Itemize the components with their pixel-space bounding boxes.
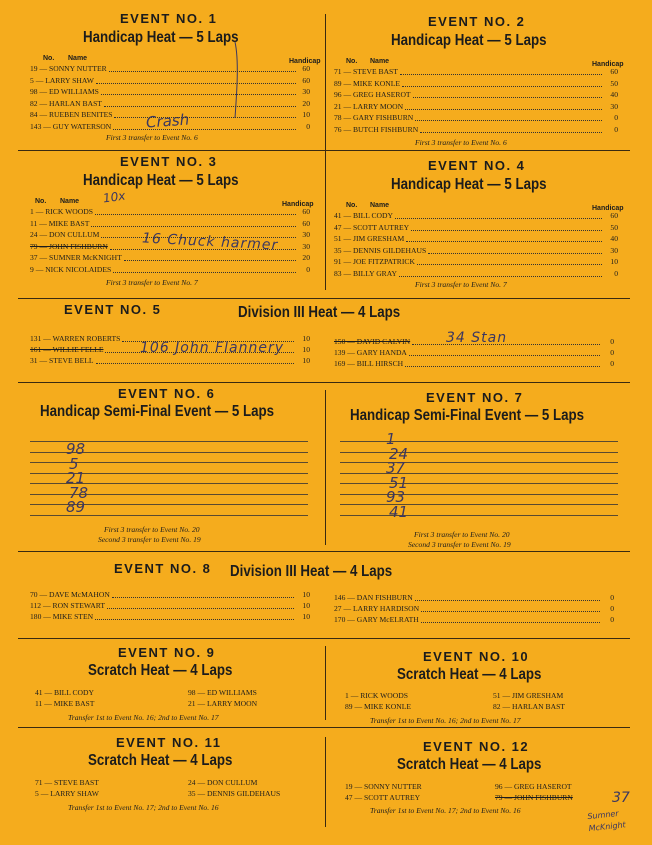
- entry-handicap: 0: [610, 359, 614, 368]
- dot-leader: [112, 590, 294, 598]
- blank-entry-line: [340, 494, 618, 495]
- dot-leader: [101, 230, 296, 238]
- transfer-note: First 3 transfer to Event No. 6: [415, 138, 507, 147]
- entry-handicap: 50: [610, 222, 618, 232]
- entry-handicap: 60: [610, 67, 618, 76]
- dot-leader: [405, 102, 602, 110]
- dot-leader: [409, 348, 600, 356]
- handwritten-position: 51: [389, 473, 409, 492]
- entry-handicap: 60: [302, 75, 310, 85]
- entry-handicap: 0: [610, 615, 614, 624]
- col-name: Name: [370, 58, 390, 65]
- transfer-note: First 3 transfer to Event No. 6: [106, 133, 198, 142]
- entry-name: 11 — MIKE BAST: [30, 218, 90, 228]
- blank-entry-line: [340, 462, 618, 463]
- dot-leader: [411, 223, 602, 231]
- entry-row: 19 — SONNY NUTTER: [345, 782, 422, 791]
- heat-title: Division III Heat — 4 Laps: [230, 563, 393, 580]
- event-title: EVENT NO. 6: [118, 386, 216, 401]
- blank-entry-line: [340, 441, 618, 442]
- entry-row: [30, 265, 310, 275]
- dot-leader: [415, 113, 602, 121]
- divider: [18, 551, 630, 552]
- entry-handicap: 0: [610, 604, 614, 613]
- blank-entry-line: [340, 483, 618, 484]
- dot-leader: [109, 64, 296, 72]
- event-title: EVENT NO. 11: [116, 735, 222, 750]
- entry-handicap: 10: [302, 345, 310, 354]
- entry-handicap: 10: [302, 110, 310, 119]
- entry-row: [334, 79, 618, 89]
- col-name: Name: [68, 55, 88, 62]
- entry-name: 27 — LARRY HARDISON: [334, 604, 420, 613]
- entry-row: [30, 356, 310, 366]
- entry-handicap: 60: [302, 64, 310, 73]
- dot-leader: [91, 219, 296, 227]
- blank-entry-line: [340, 504, 618, 505]
- dot-leader: [415, 593, 600, 601]
- handwritten-position: 98: [66, 440, 86, 458]
- heat-title: Division III Heat — 4 Laps: [238, 304, 401, 321]
- heat-title: Scratch Heat — 4 Laps: [88, 752, 233, 769]
- dot-leader: [417, 257, 602, 265]
- col-no: No.: [346, 202, 358, 209]
- divider: [18, 298, 630, 299]
- entry-name: 170 — GARY McELRATH: [334, 615, 419, 624]
- entry-name: 78 — GARY FISHBURN: [334, 113, 414, 122]
- transfer-note: Second 3 transfer to Event No. 19: [98, 535, 201, 544]
- blank-entry-line: [340, 473, 618, 474]
- entry-row: 71 — STEVE BAST: [35, 778, 99, 787]
- dot-leader: [101, 87, 296, 95]
- entry-name: 91 — JOE FITZPATRICK: [334, 257, 415, 266]
- heat-title: Scratch Heat — 4 Laps: [88, 662, 233, 679]
- entry-name: 1 — RICK WOODS: [30, 207, 93, 216]
- col-handicap: Handicap: [592, 205, 624, 212]
- entry-handicap: 10: [302, 601, 310, 610]
- entry-name: 37 — SUMNER McKNIGHT: [30, 253, 122, 262]
- transfer-note: Transfer 1st to Event No. 17; 2nd to Event No. 16: [68, 803, 219, 812]
- entry-row: [30, 242, 310, 252]
- entry-handicap: 60: [302, 218, 310, 228]
- dot-leader: [110, 242, 296, 250]
- dot-leader: [395, 211, 602, 219]
- entry-name: 96 — GREG HASEROT: [334, 90, 411, 99]
- entry-name: 71 — STEVE BAST: [334, 67, 398, 76]
- entry-name: 70 — DAVE McMAHON: [30, 590, 110, 599]
- entry-row: [334, 615, 614, 625]
- entry-handicap: 30: [302, 87, 310, 96]
- event-title: EVENT NO. 7: [426, 390, 524, 405]
- entry-handicap: 30: [302, 230, 310, 239]
- handwritten-position: 78: [69, 483, 89, 502]
- event-title: EVENT NO. 3: [120, 154, 218, 169]
- handwritten-note: Sumner McKnight: [587, 808, 627, 834]
- divider: [18, 727, 630, 728]
- heat-title: Handicap Heat — 5 Laps: [83, 29, 239, 46]
- col-no: No.: [346, 58, 358, 65]
- dot-leader: [420, 125, 602, 133]
- dot-leader: [105, 345, 294, 353]
- heat-title: Scratch Heat — 4 Laps: [397, 756, 542, 773]
- entry-row: [334, 125, 618, 135]
- dot-leader: [113, 122, 296, 130]
- dot-leader: [413, 90, 602, 98]
- entry-row: [334, 234, 618, 244]
- heat-title: Scratch Heat — 4 Laps: [397, 666, 542, 683]
- dot-leader: [113, 265, 296, 273]
- entry-handicap: 0: [610, 337, 614, 346]
- entry-handicap: 60: [610, 211, 618, 220]
- entry-row: 98 — ED WILLIAMS: [188, 688, 257, 697]
- entry-name: 139 — GARY HANDA: [334, 348, 407, 357]
- entry-row: 21 — LARRY MOON: [188, 699, 258, 708]
- heat-title: Handicap Semi-Final Event — 5 Laps: [350, 407, 585, 424]
- transfer-note: First 3 transfer to Event No. 7: [415, 280, 507, 289]
- handwritten-position: 5: [69, 454, 79, 473]
- entry-name: 180 — MIKE STEN: [30, 612, 94, 621]
- event-title: EVENT NO. 8: [114, 561, 212, 576]
- event-title: EVENT NO. 2: [428, 14, 526, 29]
- transfer-note: Transfer 1st to Event No. 16; 2nd to Event No. 17: [68, 713, 219, 722]
- col-handicap: Handicap: [592, 61, 624, 68]
- entry-row: [30, 345, 310, 355]
- entry-row: 82 — HARLAN BAST: [493, 702, 565, 711]
- heat-title: Handicap Heat — 5 Laps: [391, 32, 547, 49]
- entry-row: 24 — DON CULLUM: [188, 778, 258, 787]
- entry-handicap: 30: [302, 241, 310, 251]
- column-divider: [325, 646, 326, 720]
- entry-handicap: 10: [302, 590, 310, 599]
- entry-handicap: 30: [610, 101, 618, 111]
- dot-leader: [428, 246, 602, 254]
- event-title: EVENT NO. 12: [423, 739, 530, 754]
- handwritten-note: 34 Stan: [446, 330, 508, 346]
- entry-name: 84 — RUEBEN BENITES: [30, 110, 113, 119]
- entry-row: [30, 76, 310, 86]
- entry-row: [334, 113, 618, 123]
- entry-row: [334, 102, 618, 112]
- entry-name: 19 — SONNY NUTTER: [30, 64, 107, 73]
- dot-leader: [104, 99, 296, 107]
- entry-row: [334, 337, 614, 347]
- entry-name: 24 — DON CULLUM: [30, 230, 100, 239]
- dot-leader: [412, 337, 600, 345]
- dot-leader: [107, 601, 294, 609]
- entry-handicap: 0: [614, 124, 618, 134]
- entry-row: [334, 593, 614, 603]
- dot-leader: [421, 615, 600, 623]
- entry-row: [30, 601, 310, 611]
- entry-handicap: 10: [302, 356, 310, 365]
- entry-handicap: 0: [306, 121, 310, 131]
- entry-handicap: 50: [610, 78, 618, 88]
- entry-name: 41 — BILL CODY: [334, 211, 393, 220]
- entry-handicap: 10: [302, 612, 310, 621]
- entry-name: 146 — DAN FISHBURN: [334, 593, 413, 602]
- entry-row: [30, 99, 310, 109]
- event-title: EVENT NO. 5: [64, 302, 162, 317]
- entry-name: 9 — NICK NICOLAIDES: [30, 264, 112, 274]
- entry-handicap: 40: [610, 90, 618, 99]
- entry-name: 82 — HARLAN BAST: [30, 98, 102, 108]
- transfer-note: Transfer 1st to Event No. 17; 2nd to Event No. 16: [370, 806, 521, 815]
- divider: [18, 382, 630, 383]
- transfer-note: First 3 transfer to Event No. 7: [106, 278, 198, 287]
- handwritten-position: 89: [66, 498, 86, 516]
- entry-name: 51 — JIM GRESHAM: [334, 234, 405, 243]
- entry-name: 112 — RON STEWART: [30, 601, 105, 610]
- entry-row: 35 — DENNIS GILDEHAUS: [188, 789, 281, 798]
- entry-row: 47 — SCOTT AUTREY: [345, 793, 421, 802]
- entry-row: [334, 90, 618, 100]
- divider: [18, 150, 630, 151]
- entry-handicap: 0: [614, 113, 618, 122]
- dot-leader: [399, 269, 602, 277]
- dot-leader: [421, 604, 600, 612]
- entry-handicap: 20: [302, 98, 310, 108]
- entry-row: 41 — BILL CODY: [35, 688, 94, 697]
- entry-row: 5 — LARRY SHAW: [35, 789, 99, 798]
- divider: [18, 638, 630, 639]
- entry-name: 131 — WARREN ROBERTS: [30, 334, 121, 343]
- entry-name: 169 — BILL HIRSCH: [334, 359, 404, 368]
- blank-entry-line: [340, 452, 618, 453]
- handwritten-position: 1: [386, 430, 396, 448]
- entry-name: 98 — ED WILLIAMS: [30, 87, 99, 96]
- column-divider: [325, 390, 326, 545]
- entry-handicap: 10: [610, 257, 618, 266]
- entry-row: [334, 211, 618, 221]
- dot-leader: [96, 356, 295, 364]
- entry-row: [334, 269, 618, 279]
- heat-title: Handicap Heat — 5 Laps: [83, 172, 239, 189]
- col-name: Name: [370, 202, 390, 209]
- entry-row: [30, 110, 310, 120]
- entry-row: [30, 207, 310, 217]
- entry-name: 89 — MIKE KONLE: [334, 78, 401, 88]
- entry-row: [30, 64, 310, 74]
- entry-name: 31 — STEVE BELL: [30, 356, 94, 365]
- event-title: EVENT NO. 4: [428, 158, 526, 173]
- dot-leader: [402, 79, 602, 87]
- entry-handicap: 0: [614, 268, 618, 278]
- entry-handicap: 20: [302, 253, 310, 262]
- dot-leader: [400, 67, 602, 75]
- entry-row: [30, 122, 310, 132]
- col-name: Name: [60, 198, 80, 205]
- entry-row: 11 — MIKE BAST: [35, 699, 95, 708]
- entry-row: 79 — JOHN FISHBURN: [495, 793, 573, 802]
- heat-title: Handicap Semi-Final Event — 5 Laps: [40, 403, 275, 420]
- entry-handicap: 0: [306, 264, 310, 274]
- entry-row: 89 — MIKE KONLE: [345, 702, 412, 711]
- entry-row: [30, 219, 310, 229]
- entry-row: 96 — GREG HASEROT: [495, 782, 572, 791]
- handwritten-position: 21: [66, 469, 86, 487]
- entry-name: 161 — WILLIE FELLE: [30, 345, 104, 354]
- entry-row: 51 — JIM GRESHAM: [493, 691, 564, 700]
- entry-name: 143 — GUY WATERSON: [30, 121, 112, 131]
- handwritten-position: 41: [389, 502, 409, 521]
- entry-row: [30, 230, 310, 240]
- entry-row: [30, 612, 310, 622]
- entry-row: [334, 604, 614, 614]
- transfer-note: First 3 transfer to Event No. 20: [104, 525, 200, 534]
- dot-leader: [95, 207, 296, 215]
- column-divider: [325, 737, 326, 827]
- entry-handicap: 0: [610, 348, 614, 357]
- entry-handicap: 60: [302, 207, 310, 216]
- event-title: EVENT NO. 10: [423, 649, 530, 664]
- entry-row: [30, 334, 310, 344]
- heat-title: Handicap Heat — 5 Laps: [391, 176, 547, 193]
- entry-handicap: 40: [610, 234, 618, 243]
- entry-name: 35 — DENNIS GILDEHAUS: [334, 245, 427, 255]
- handwritten-note: 16 Chuck harmer: [141, 230, 279, 254]
- entry-row: [30, 253, 310, 263]
- event-title: EVENT NO. 1: [120, 11, 218, 26]
- col-handicap: Handicap: [282, 201, 314, 208]
- entry-row: [30, 590, 310, 600]
- event-title: EVENT NO. 9: [118, 645, 216, 660]
- dot-leader: [96, 76, 296, 84]
- entry-name: 79 — JOHN FISHBURN: [30, 241, 108, 251]
- transfer-note: Second 3 transfer to Event No. 19: [408, 540, 511, 549]
- entry-name: 5 — LARRY SHAW: [30, 75, 94, 85]
- dot-leader: [114, 110, 296, 118]
- column-divider: [325, 14, 326, 290]
- transfer-note: Transfer 1st to Event No. 16; 2nd to Event No. 17: [370, 716, 521, 725]
- handwritten-position: 37: [386, 459, 406, 477]
- blank-entry-line: [340, 515, 618, 516]
- transfer-note: First 3 transfer to Event No. 20: [414, 530, 510, 539]
- entry-row: [334, 223, 618, 233]
- entry-handicap: 30: [610, 245, 618, 255]
- handwritten-note: 10x: [102, 188, 127, 206]
- entry-row: [334, 257, 618, 267]
- entry-row: [334, 359, 614, 369]
- entry-row: [334, 67, 618, 77]
- entry-name: 76 — BUTCH FISHBURN: [334, 124, 419, 134]
- col-no: No.: [43, 55, 55, 62]
- entry-name: 47 — SCOTT AUTREY: [334, 222, 410, 232]
- handwritten-note: Crash: [145, 110, 190, 132]
- handwritten-position: 93: [386, 488, 406, 506]
- dot-leader: [122, 334, 294, 342]
- dot-leader: [405, 359, 600, 367]
- col-no: No.: [35, 198, 47, 205]
- entry-handicap: 10: [302, 334, 310, 343]
- handwritten-note: 106 John Flannery: [140, 340, 284, 356]
- entry-row: 1 — RICK WOODS: [345, 691, 408, 700]
- dot-leader: [124, 253, 296, 261]
- entry-row: [30, 87, 310, 97]
- entry-handicap: 0: [610, 593, 614, 602]
- entry-row: [334, 246, 618, 256]
- handwritten-position: 24: [389, 444, 409, 463]
- col-handicap: Handicap: [289, 58, 321, 65]
- entry-name: 83 — BILLY GRAY: [334, 268, 398, 278]
- dot-leader: [95, 612, 294, 620]
- dot-leader: [406, 234, 602, 242]
- entry-name: 150 — DAVID CALVIN: [334, 337, 411, 346]
- entry-row: [334, 348, 614, 358]
- handwritten-note: 37: [612, 790, 630, 806]
- entry-name: 21 — LARRY MOON: [334, 101, 404, 111]
